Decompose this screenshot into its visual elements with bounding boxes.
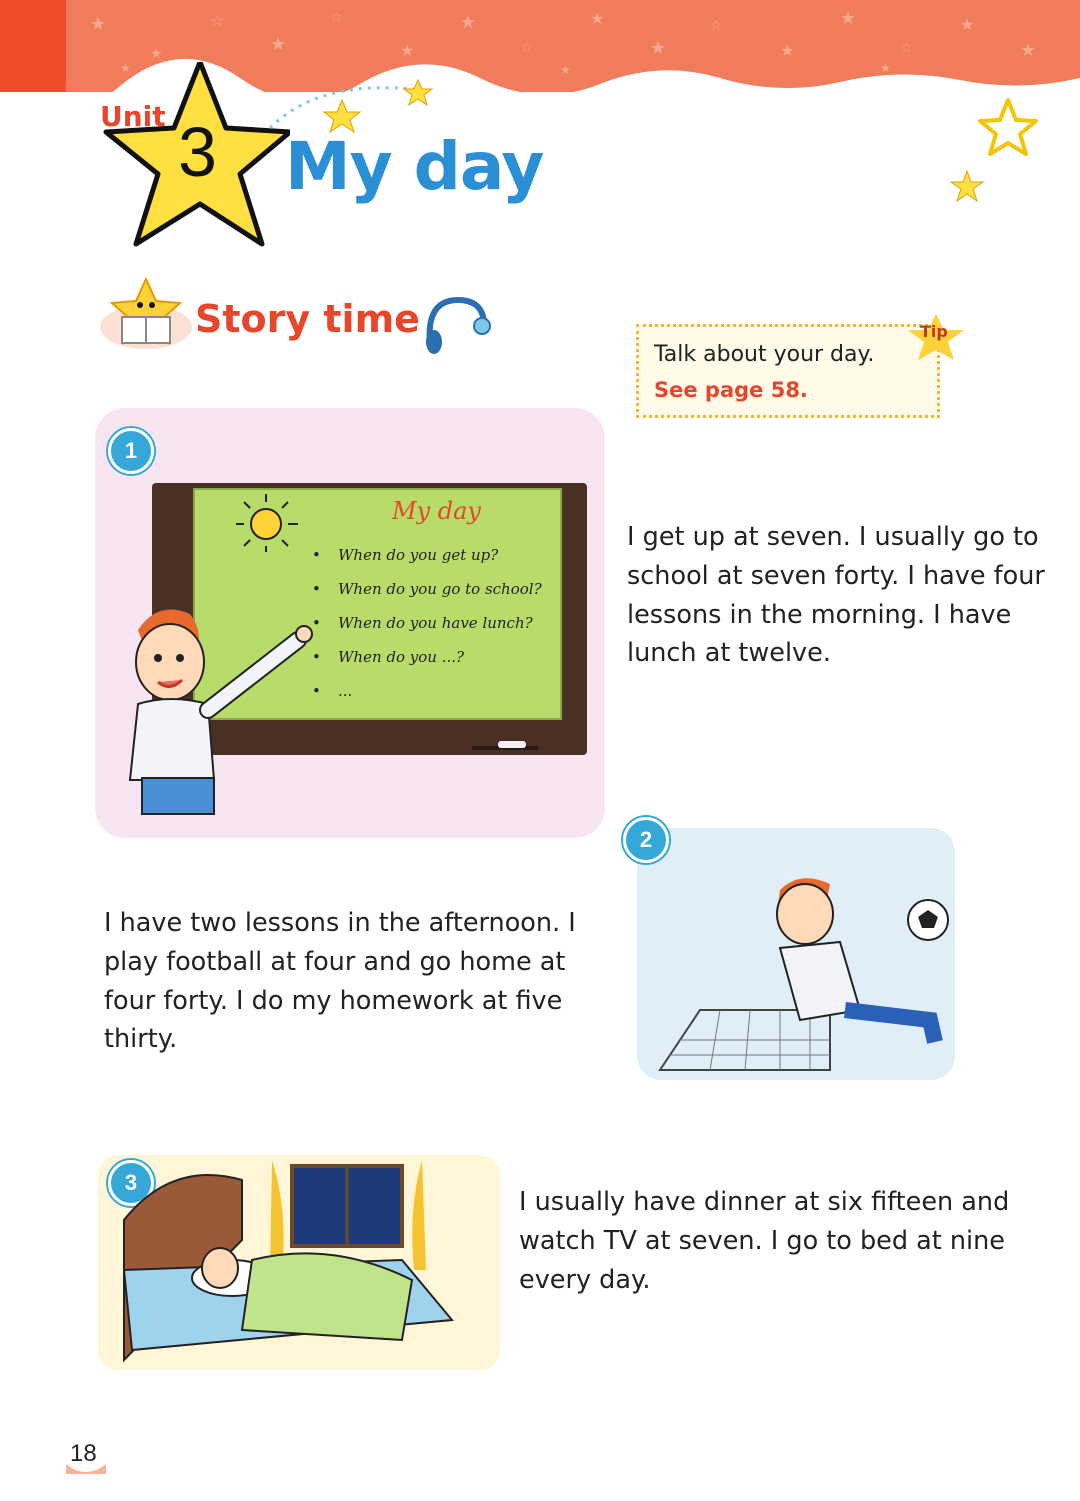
svg-text:☆: ☆ xyxy=(710,18,723,34)
svg-text:★: ★ xyxy=(120,61,131,75)
svg-text:★: ★ xyxy=(560,63,571,77)
board-question: • When do you get up? xyxy=(312,538,542,572)
outline-star-icon xyxy=(976,96,1040,160)
svg-text:★: ★ xyxy=(150,46,163,62)
svg-text:★: ★ xyxy=(650,38,667,59)
tip-box xyxy=(636,324,940,418)
tip-text: Talk about your day. xyxy=(654,342,875,367)
panel-2-number: 2 xyxy=(623,817,669,863)
boy-sleeping-illustration xyxy=(112,1160,498,1370)
tip-badge: Tip xyxy=(920,322,948,341)
svg-text:★: ★ xyxy=(960,15,975,34)
unit-title: My day xyxy=(285,128,544,205)
svg-text:★: ★ xyxy=(460,12,477,33)
svg-text:★: ★ xyxy=(1020,40,1037,61)
page-number: 18 xyxy=(70,1440,97,1467)
chalk-icon xyxy=(470,738,540,754)
board-question: • When do you have lunch? xyxy=(312,606,542,640)
tip-page-link[interactable]: See page 58. xyxy=(654,378,808,402)
svg-text:★: ★ xyxy=(780,41,795,60)
headphones-icon[interactable] xyxy=(412,292,494,356)
board-title: My day xyxy=(392,497,481,525)
small-star-icon xyxy=(950,170,984,204)
sun-icon xyxy=(232,490,302,554)
boy-pointing-illustration xyxy=(118,600,318,830)
panel-2-story-text: I have two lessons in the afternoon. I play football at four and go home at four forty. I do my homework at five thirty. xyxy=(104,908,576,1055)
svg-text:☆: ☆ xyxy=(520,40,533,56)
panel-3-story-text: I usually have dinner at six fifteen and watch TV at seven. I go to bed at nine every day. xyxy=(519,1187,1010,1295)
panel-1-story-text: I get up at seven. I usually go to school at seven forty. I have four lessons in the morning. I have lunch at twelve. xyxy=(627,522,1045,669)
star-mascot-book-icon xyxy=(98,275,194,355)
svg-text:★: ★ xyxy=(90,14,107,35)
svg-text:★: ★ xyxy=(880,61,891,75)
unit-label: Unit xyxy=(100,100,166,133)
board-question-list xyxy=(312,538,542,708)
svg-text:★: ★ xyxy=(840,8,857,29)
svg-text:★: ★ xyxy=(270,34,287,55)
svg-text:★: ★ xyxy=(400,41,415,60)
board-question: • When do you ...? xyxy=(312,640,542,674)
svg-text:☆: ☆ xyxy=(900,40,913,56)
panel-1-number: 1 xyxy=(108,428,154,474)
section-title: Story time xyxy=(195,297,420,341)
unit-number: 3 xyxy=(178,113,217,191)
svg-text:☆: ☆ xyxy=(210,11,225,30)
board-question: • ... xyxy=(312,674,542,708)
panel-3-number: 3 xyxy=(108,1160,154,1206)
boy-playing-football-illustration xyxy=(650,870,950,1080)
svg-text:★: ★ xyxy=(590,9,605,28)
svg-text:☆: ☆ xyxy=(330,10,343,26)
board-question: • When do you go to school? xyxy=(312,572,542,606)
